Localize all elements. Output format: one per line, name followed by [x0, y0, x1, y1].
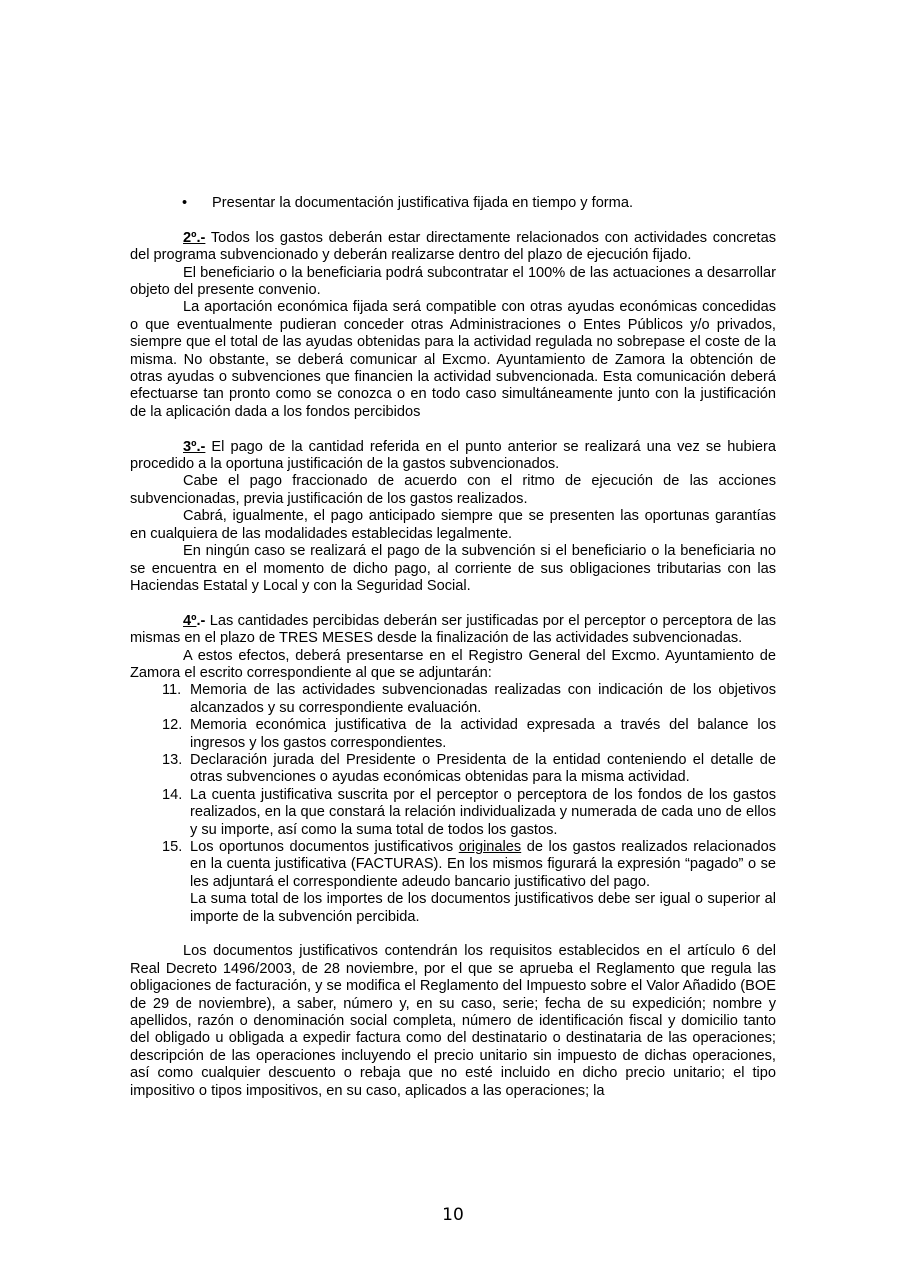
- section-2-paragraph-2: El beneficiario o la beneficiaria podrá subcontratar el 100% de las actuaciones a desarrollar objeto del presente convenio.: [130, 264, 776, 299]
- section-4-paragraph-3: Los documentos justificativos contendrán los requisitos establecidos en el artículo 6 del Real Decreto 1496/2003, de 28 noviembre, por el que se aprueba el Reglamento que regula las obligaciones de facturación, y se modifica el Reglamento del Impuesto sobre el Valor Añadido (BOE de 29 de noviembre), a saber, número y, en su caso, serie; fecha de su expedición; nombre y apellidos, razón o denominación social completa, número de identificación fiscal y domicilio tanto del obligado u obligada a expedir factura como del destinatario o destinataria de las operaciones; descripción de las operaciones incluyendo el precio unitario sin impuesto de dichas operaciones, así como cualquier descuento o rebaja que no esté incluido en dicho precio unitario; el tipo impositivo o tipos impositivos, en su caso, aplicados a las operaciones; la: [130, 943, 776, 1099]
- section-4-paragraph-1: 4º.- Las cantidades percibidas deberán ser justificadas por el perceptor o perceptora de las mismas en el plazo de TRES MESES desde la finalización de las actividades subvencionadas.: [130, 612, 776, 647]
- section-2-paragraph-1: 2º.- Todos los gastos deberán estar directamente relacionados con actividades concretas del programa subvencionado y deberán realizarse dentro del plazo de ejecución fijado.: [130, 229, 776, 264]
- section-3-paragraph-4: En ningún caso se realizará el pago de la subvención si el beneficiario o la beneficiaria no se encuentra en el momento de dicho pago, al corriente de sus obligaciones tributarias con las Haciendas Estatal y Local y con la Seguridad Social.: [130, 543, 776, 594]
- list-item: 13. Declaración jurada del Presidente o Presidenta de la entidad conteniendo el detalle de otras subvenciones o ayudas económicas obtenidas para la misma actividad.: [162, 751, 776, 786]
- section-4-label: 4º: [183, 612, 197, 629]
- document-body: [130, 195, 776, 1100]
- bullet-icon: •: [182, 195, 188, 211]
- section-3-label: 3º.-: [183, 438, 206, 455]
- list-item-note: La suma total de los importes de los documentos justificativos debe ser igual o superior al importe de la subvención percibida.: [190, 891, 776, 925]
- list-item: 14. La cuenta justificativa suscrita por el perceptor o perceptora de los fondos de los gastos realizados, en la que constará la relación individualizada y numerada de cada uno de ellos y su importe, así como la suma total de todos los gastos.: [162, 786, 776, 838]
- bullet-text: Presentar la documentación justificativa fijada en tiempo y forma.: [212, 195, 633, 211]
- section-4-paragraph-2: A estos efectos, deberá presentarse en el Registro General del Excmo. Ayuntamiento de Zamora el escrito correspondiente al que se adjuntarán:: [130, 647, 776, 681]
- section-3-paragraph-2: Cabe el pago fraccionado de acuerdo con el ritmo de ejecución de las acciones subvencionadas, previa justificación de los gastos realizados.: [130, 473, 776, 507]
- bullet-item: [130, 195, 776, 212]
- list-item: 15. Los oportunos documentos justificativos originales de los gastos realizados relacionados en la cuenta justificativa (FACTURAS). En los mismos figurará la expresión “pagado” o se les adjuntará el correspondiente adeudo bancario justificativo del pago. La suma total de los importes de los documentos justificativos debe ser igual o superior al importe de la subvención percibida.: [162, 838, 776, 925]
- list-item: 11. Memoria de las actividades subvencionadas realizadas con indicación de los objetivos alcanzados y su correspondiente evaluación.: [162, 682, 776, 716]
- justification-list: [130, 682, 776, 926]
- section-3-paragraph-3: Cabrá, igualmente, el pago anticipado siempre que se presenten las oportunas garantías en cualquiera de las modalidades establecidas legalmente.: [130, 508, 776, 542]
- page-number: 10: [442, 1205, 464, 1225]
- list-item: 12. Memoria económica justificativa de la actividad expresada a través del balance los ingresos y los gastos correspondientes.: [162, 717, 776, 751]
- section-2-label: 2º.-: [183, 229, 206, 246]
- originales-underlined: originales: [458, 838, 522, 855]
- section-2-paragraph-3: La aportación económica fijada será compatible con otras ayudas económicas concedidas o que eventualmente pudieran conceder otras Administraciones o Entes Públicos y/o privados, siempre que el total de las ayudas obtenidas para la actividad regulada no sobrepase el coste de la misma. No obstante, se deberá comunicar al Excmo. Ayuntamiento de Zamora la obtención de otras ayudas o subvenciones que financien la actividad subvencionada. Esta comunicación deberá efectuarse tan pronto como se conozca o en todo caso simultáneamente junto con la justificación de la aplicación dada a los fondos percibidos: [130, 299, 776, 420]
- section-3-paragraph-1: 3º.- El pago de la cantidad referida en el punto anterior se realizará una vez se hubiera procedido a la oportuna justificación de la gastos subvencionados.: [130, 438, 776, 473]
